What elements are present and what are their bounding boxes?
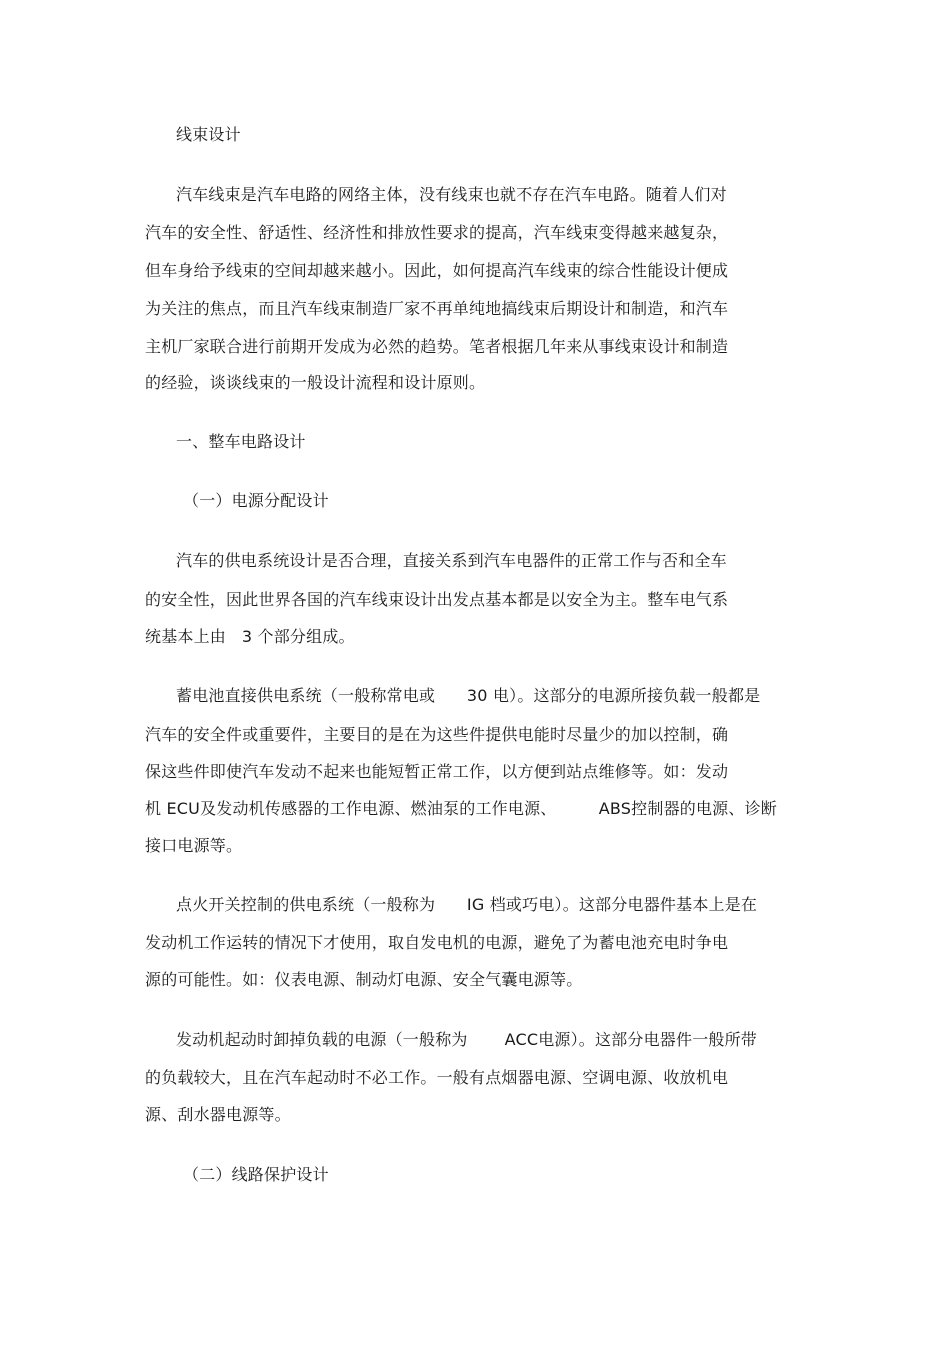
intro-line-3: 但车身给予线束的空间却越来越小。因此，如何提高汽车线束的综合性能设计便成 — [145, 261, 729, 280]
intro-line-6: 的经验，谈谈线束的一般设计流程和设计原则。 — [145, 373, 486, 392]
ignition-line-2: 发动机工作运转的情况下才使用，取自发电机的电源，避免了为蓄电池充电时争电 — [145, 933, 729, 952]
supply-line-1: 汽车的供电系统设计是否合理，直接关系到汽车电器件的正常工作与否和全车 — [176, 551, 727, 570]
subsection-heading-1: （一）电源分配设计 — [183, 491, 329, 510]
intro-line-5: 主机厂家联合进行前期开发成为必然的趋势。笔者根据几年来从事线束设计和制造 — [145, 337, 729, 356]
battery-line-1: 蓄电池直接供电系统（一般称常电或 30 电）。这部分的电源所接负载一般都是 — [176, 686, 761, 705]
battery-line-2: 汽车的安全件或重要件，主要目的是在为这些件提供电能时尽量少的加以控制，确 — [145, 725, 729, 744]
battery-line-5: 接口电源等。 — [145, 836, 243, 855]
intro-line-4: 为关注的焦点，而且汽车线束制造厂家不再单纯地搞线束后期设计和制造，和汽车 — [145, 299, 729, 318]
acc-line-3: 源、刮水器电源等。 — [145, 1105, 291, 1124]
intro-line-2: 汽车的安全性、舒适性、经济性和排放性要求的提高，汽车线束变得越来越复杂， — [145, 223, 729, 242]
intro-line-1: 汽车线束是汽车电路的网络主体，没有线束也就不存在汽车电路。随着人们对 — [176, 185, 727, 204]
battery-line-3: 保这些件即使汽车发动不起来也能短暂正常工作，以方便到站点维修等。如：发动 — [145, 762, 729, 781]
ignition-line-1: 点火开关控制的供电系统（一般称为 IG 档或巧电）。这部分电器件基本上是在 — [176, 895, 758, 914]
section-heading-1: 一、整车电路设计 — [176, 432, 306, 451]
ignition-line-3: 源的可能性。如：仪表电源、制动灯电源、安全气囊电源等。 — [145, 970, 583, 989]
battery-line-4: 机 ECU及发动机传感器的工作电源、燃油泵的工作电源、 ABS控制器的电源、诊断 — [145, 799, 777, 818]
document-title: 线束设计 — [176, 125, 241, 144]
supply-line-2: 的安全性，因此世界各国的汽车线束设计出发点基本都是以安全为主。整车电气系 — [145, 590, 729, 609]
supply-line-3: 统基本上由 3 个部分组成。 — [145, 627, 355, 646]
subsection-heading-2: （二）线路保护设计 — [183, 1165, 329, 1184]
acc-line-2: 的负载较大，且在汽车起动时不必工作。一般有点烟器电源、空调电源、收放机电 — [145, 1068, 729, 1087]
acc-line-1: 发动机起动时卸掉负载的电源（一般称为 ACC电源）。这部分电器件一般所带 — [176, 1030, 758, 1049]
